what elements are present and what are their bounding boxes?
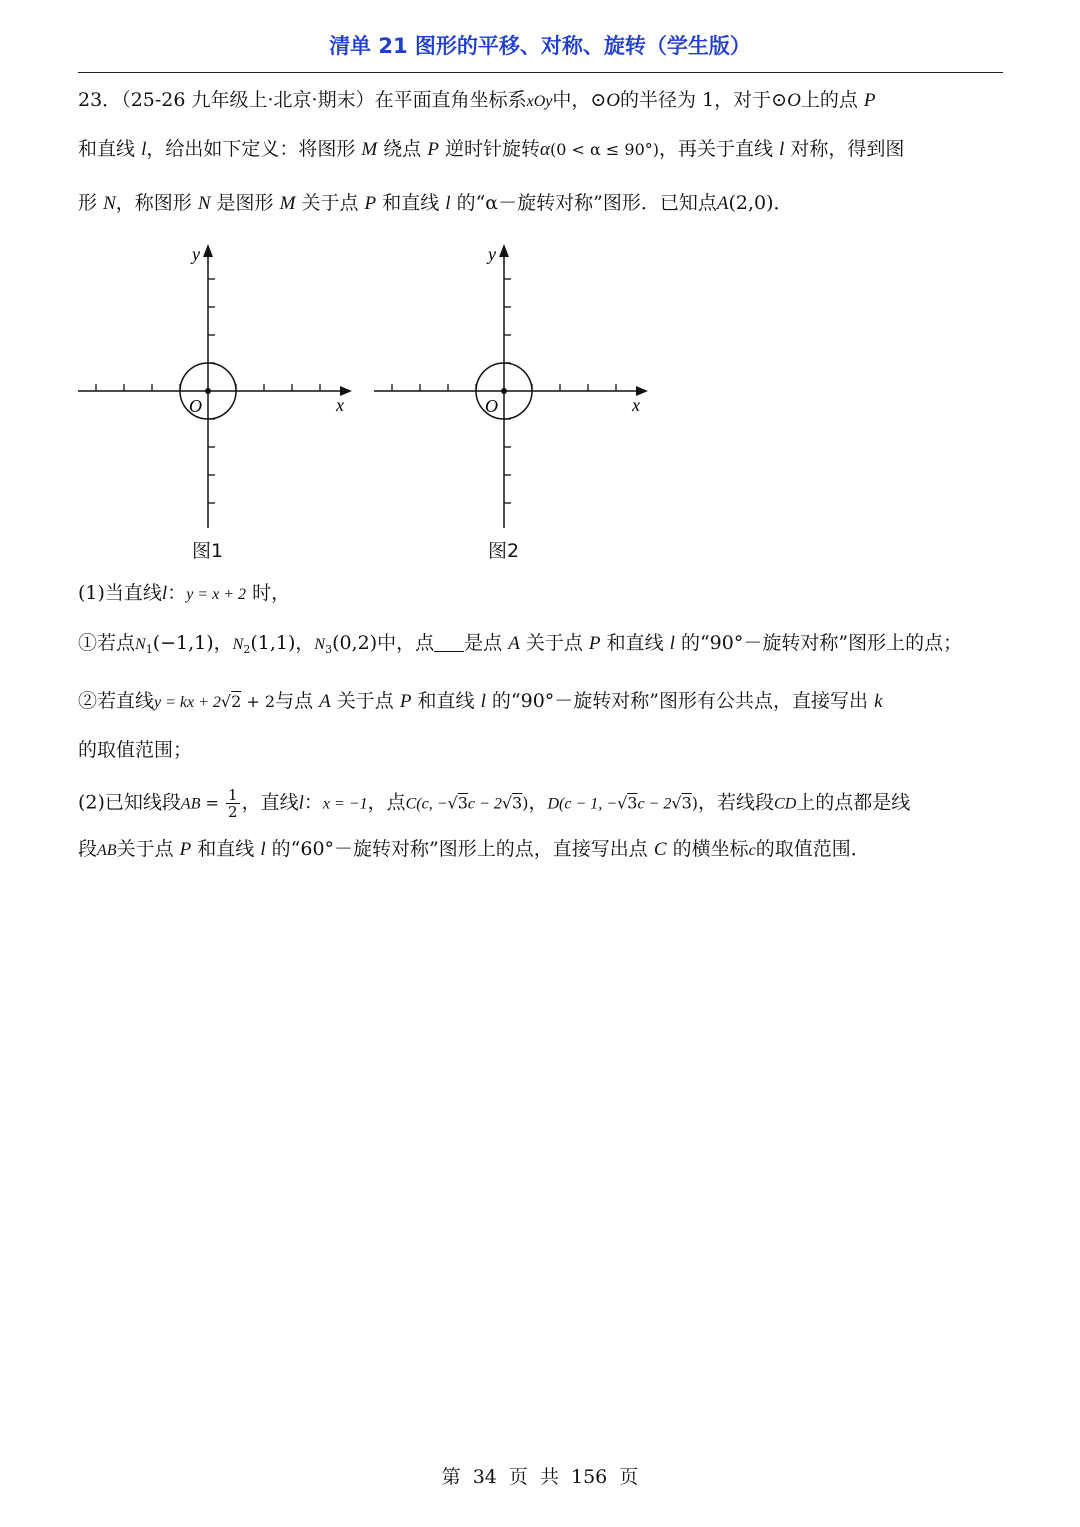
question-1-line: ①若点$N_1(-1,1)$，$N_2(1,1)$，$N_3(0,2)$中，点 是点 A 关于点 P 和直线 l 的“90°－旋转对称”图形上的点； [78,632,963,656]
part-2-line: (2)已知线段AB = $\frac{1}{2}$ ，直线l：x = −1，点C(c, −√3c − 2√3)，D(c − 1, −√3c − 2√3)，若线段CD上的点都是线 [78,786,911,821]
y-label: y [488,244,496,264]
problem-line-2: 和直线 l，给出如下定义：将图形 M 绕点 P 逆时针旋转α(0 < α ≤ 90°)，再关于直线 l 对称，得到图 [78,138,905,160]
question-2-line: ②若直线y = kx + 2√2 + 2与点 A 关于点 P 和直线 l 的“90°－旋转对称”图形有公共点，直接写出 k [78,690,883,712]
figure-1-axes [70,238,360,533]
y-axis-arrow [499,244,509,257]
y-axis-arrow [203,244,213,257]
problem-line-3: 形 N，称图形 N 是图形 M 关于点 P 和直线 l 的“α－旋转对称”图形．已知点A(2,0)． [78,192,793,214]
answer-blank[interactable] [434,633,464,652]
page-footer: 第 34 页 共 156 页 [441,1466,639,1488]
origin-dot [501,388,507,394]
figure-2-caption: 图2 [488,540,520,562]
problem-line-1: 23．（25-26 九年级上·北京·期末）在平面直角坐标系xOy中，⊙O的半径为 1，对于⊙O上的点 P [78,89,876,111]
x-label: x [632,395,640,415]
part-2-line-2: 段AB关于点 P 和直线 l 的“60°－旋转对称”图形上的点，直接写出点 C 的横坐标c的取值范围． [78,838,870,860]
fraction-one-half: $\frac{1}{2}$ [228,786,238,821]
y-label: y [192,244,200,264]
figure-1-caption: 图1 [192,540,224,562]
x-label: x [336,395,344,415]
figure-2-axes [366,238,656,533]
question-2-line-2: 的取值范围； [78,739,193,761]
document-header: 清单 21 图形的平移、对称、旋转（学生版） [329,34,751,58]
part-1-line: (1)当直线l：y = x + 2 时， [78,582,291,604]
origin-label: O [485,396,498,416]
origin-label: O [189,396,202,416]
origin-dot [205,388,211,394]
header-rule [78,72,1003,73]
